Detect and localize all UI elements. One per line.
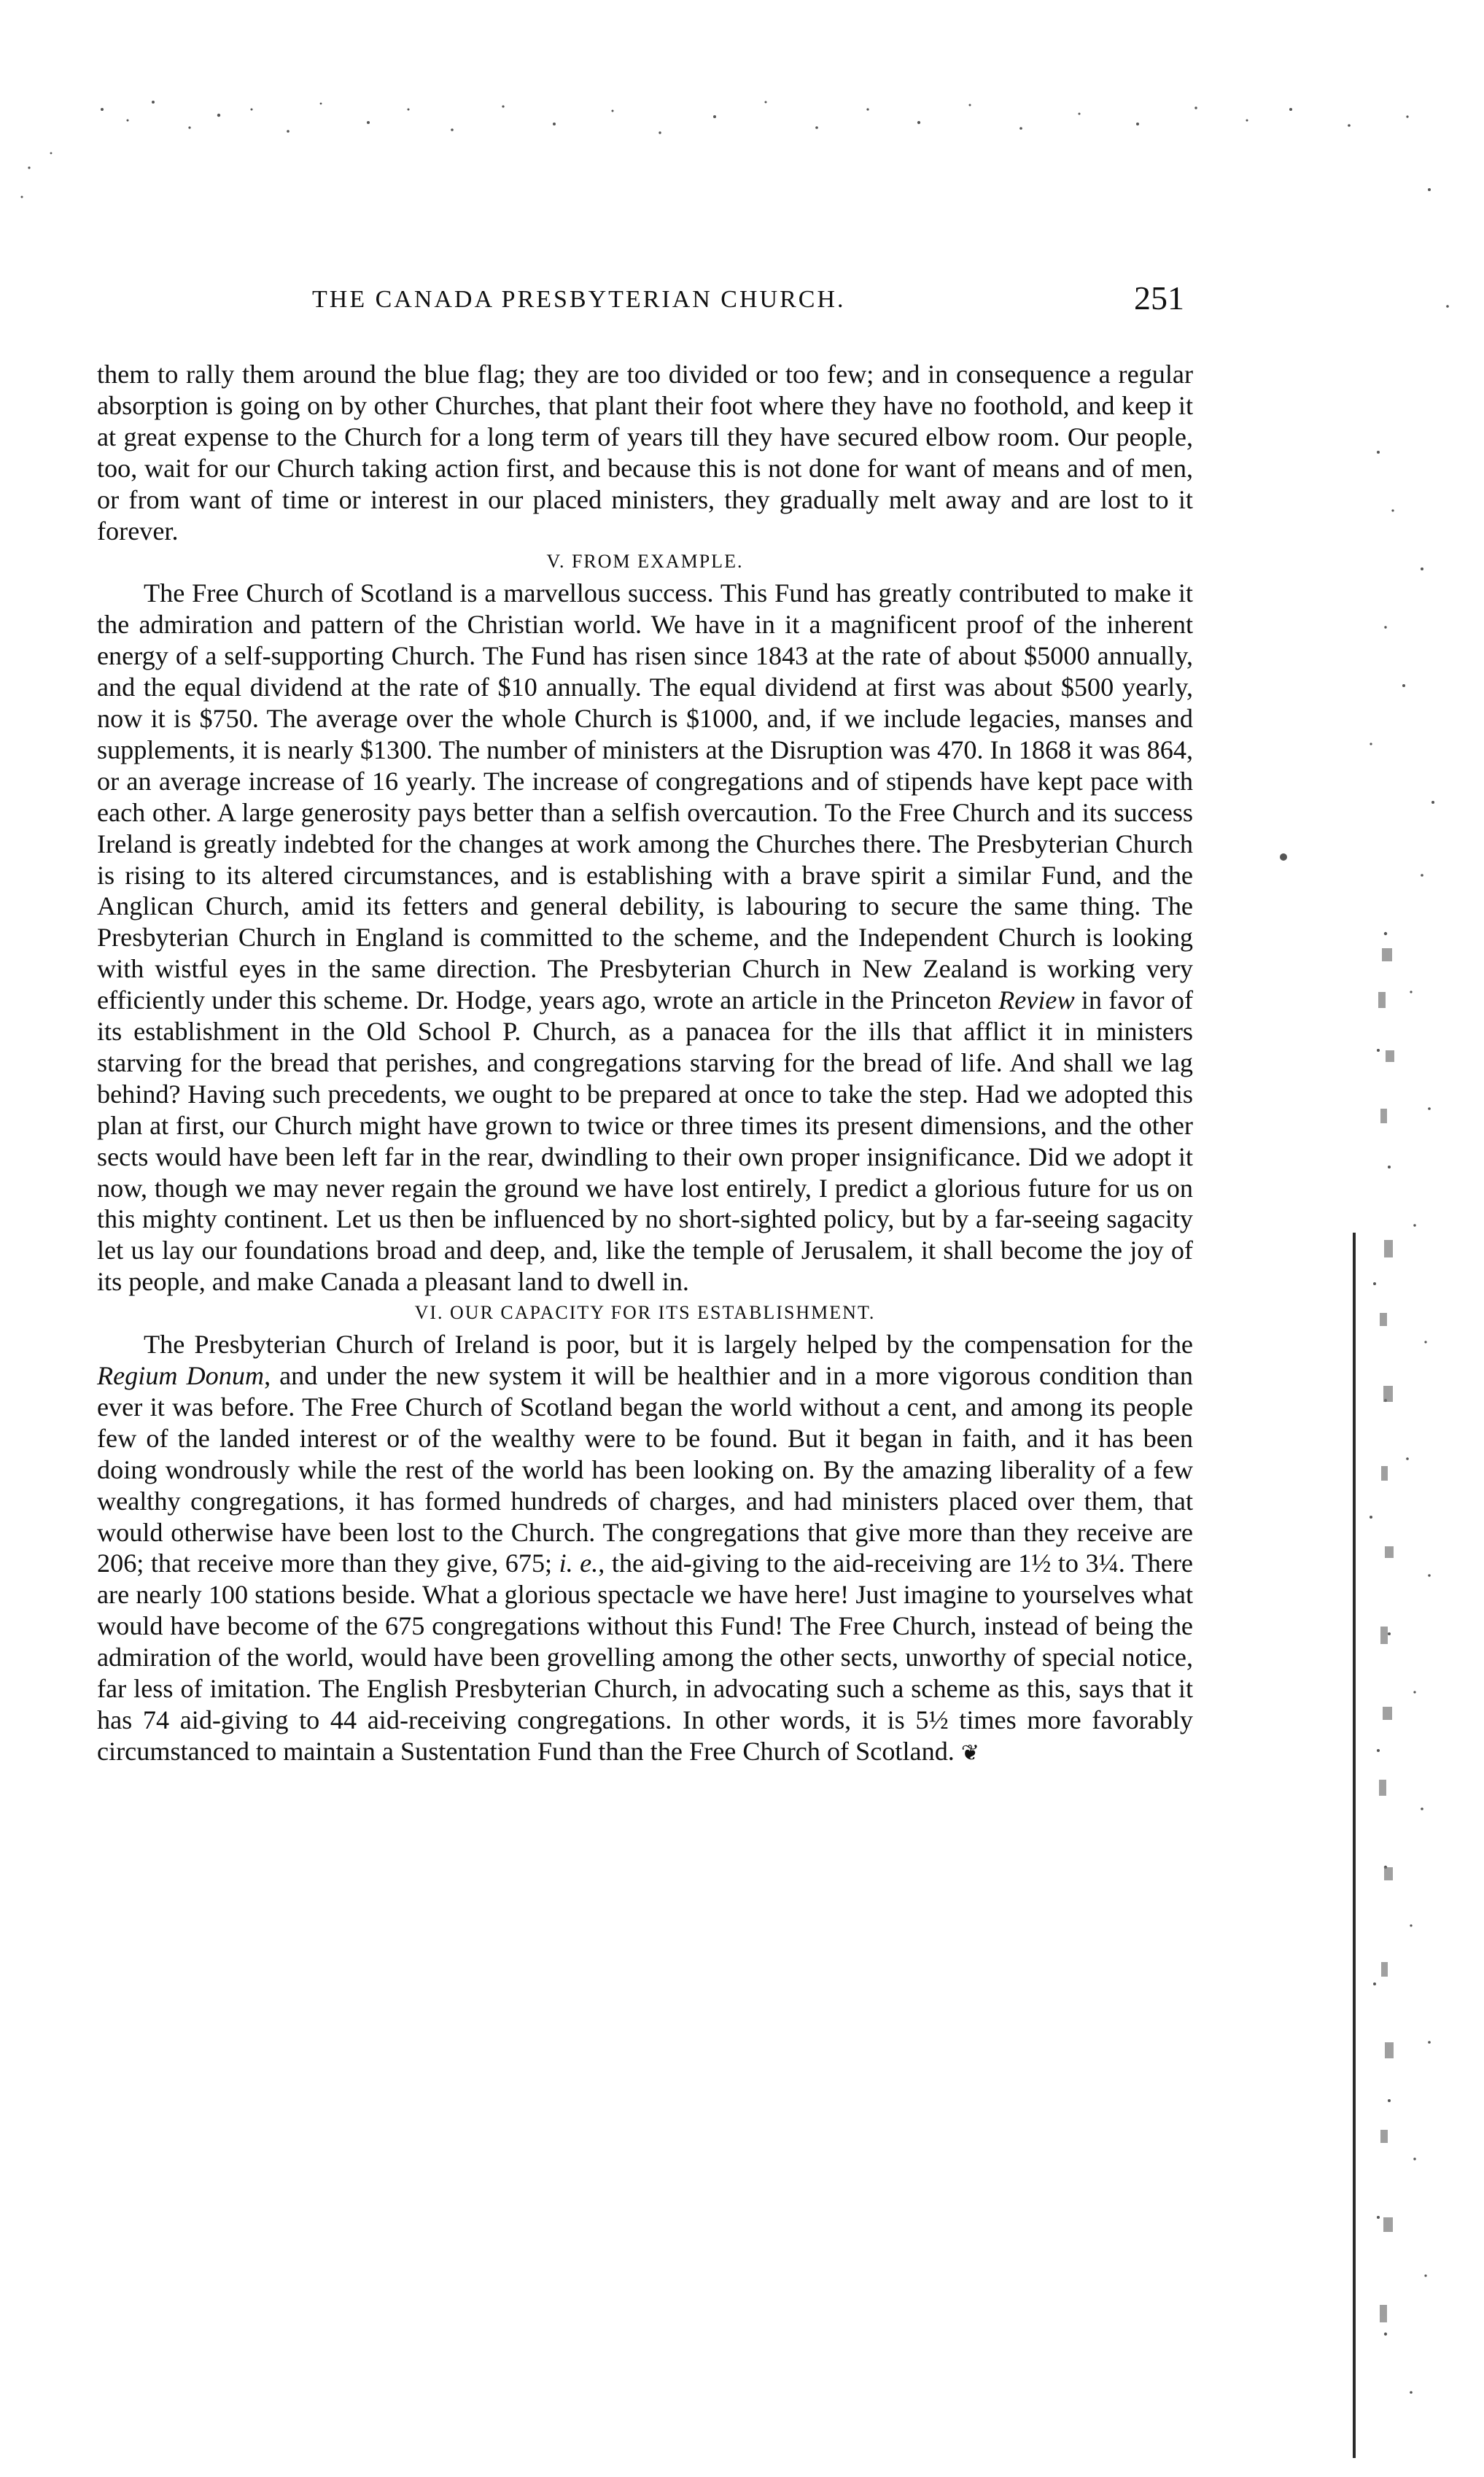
paragraph-capacity: [97, 1329, 1193, 1769]
paragraph-from-example: [97, 578, 1193, 1298]
paragraph-text: in favor of its establishment in the Old School P. Church, as a panacea for the ills that afflict it in ministers starving for the bread that perishes, and congregations starving for the bread of life. And shall we lag behind? Having such precedents, we ought to be prepared at once to take the step. Had we adopted this plan at first, our Church might have grown to twice or three times its present dimensions, and the other sects would have been left far in the rear, dwindling to their own proper insignificance. Did we adopt it now, though we may never regain the ground we have lost entirely, I predict a glorious future for us on this mighty continent. Let us then be influenced by no short-sighted policy, but by a far-seeing sagacity let us lay our foundations broad and deep, and, like the temple of Jerusalem, it shall become the joy of its people, and make Canada a pleasant land to dwell in.: [97, 985, 1193, 1297]
margin-rule: [1353, 1233, 1356, 2458]
italic-review: Review: [998, 985, 1075, 1015]
paragraph-text: The Presbyterian Church of Ireland is poor, but it is largely helped by the compensation for the: [144, 1330, 1193, 1360]
running-title: THE CANADA PRESBYTERIAN CHURCH.: [312, 286, 846, 313]
paragraph-text: , the aid-giving to the aid-receiving are 1½ to 3¼. There are nearly 100 stations beside. What a glorious spectacle we have here! Just imagine to yourselves what would have become of the 675 congregations without this Fund! The Free Church, instead of being the admiration of the world, would have been grovelling among the other sects, unworthy of special notice, far less of imitation. The English Presbyterian Church, in advocating such a scheme as this, says that it has 74 aid-giving to 44 aid-receiving congregations. In other words, it is 5½ times more favorably circumstanced to maintain a Sustentation Fund than the Free Church of Scotland.: [97, 1548, 1193, 1766]
italic-ie: i. e.: [559, 1548, 599, 1578]
running-head: [93, 279, 1193, 330]
fleuron-icon: ❦: [960, 1740, 980, 1765]
paragraph-intro: them to rally them around the blue flag; they are too divided or too few; and in consequence a regular absorption is going on by other Churches, that plant their foot where they have no foothold, and keep it at great expense to the Church for a long term of years till they have secured elbow room. Our people, too, wait for our Church taking action first, and because this is not done for want of means and of men, or from want of time or interest in our placed ministers, they gradually melt away and are lost to it forever.: [97, 360, 1193, 546]
section-heading-capacity: VI. OUR CAPACITY FOR ITS ESTABLISHMENT.: [414, 1302, 876, 1324]
italic-regium-donum: Regium Donum: [97, 1361, 265, 1390]
paragraph-text: , and under the new system it will be healthier and in a more vigorous condition than ever it was before. The Free Church of Scotland began the world without a cent, and among its people few of the landed interest or of the wealthy were to be found. But it began in faith, and it has been doing wondrously while the rest of the world has been looking on. By the amazing liberality of a few wealthy congregations, it has formed hundreds of charges, and had ministers placed over them, that would otherwise have been lost to the Church. The congregations that give more than they receive are 206; that receive more than they give, 675;: [97, 1361, 1194, 1578]
paragraph-text: The Free Church of Scotland is a marvellous success. This Fund has greatly contributed to make it the admiration and pattern of the Christian world. We have in it a magnificent proof of the inherent energy of a self-supporting Church. The Fund has risen since 1843 at the rate of about $5000 annually, and the equal dividend at the rate of $10 annually. The equal dividend at first was about $500 yearly, now it is $750. The average over the whole Church is $1000, and, if we include legacies, manses and supplements, it is nearly $1300. The number of ministers at the Disruption was 470. In 1868 it was 864, or an average increase of 16 yearly. The increase of congregations and of stipends have kept pace with each other. A large generosity pays better than a selfish overcaution. To the Free Church and its success Ireland is greatly indebted for the changes at work among the Churches there. The Presbyterian Church is rising to its altered circumstances, and is establishing with a brave spirit a similar Fund, and the Anglican Church, amid its fetters and general debility, is labouring to secure the same thing. The Presbyterian Church in England is committed to the scheme, and the Independent Church is looking with wistful eyes in the same direction. The Presbyterian Church in New Zealand is working very efficiently under this scheme. Dr. Hodge, years ago, wrote an article in the Princeton: [97, 578, 1193, 1015]
body-text: [97, 359, 1193, 1769]
section-heading-from-example: V. FROM EXAMPLE.: [546, 551, 744, 573]
page-number: 251: [1134, 279, 1184, 317]
